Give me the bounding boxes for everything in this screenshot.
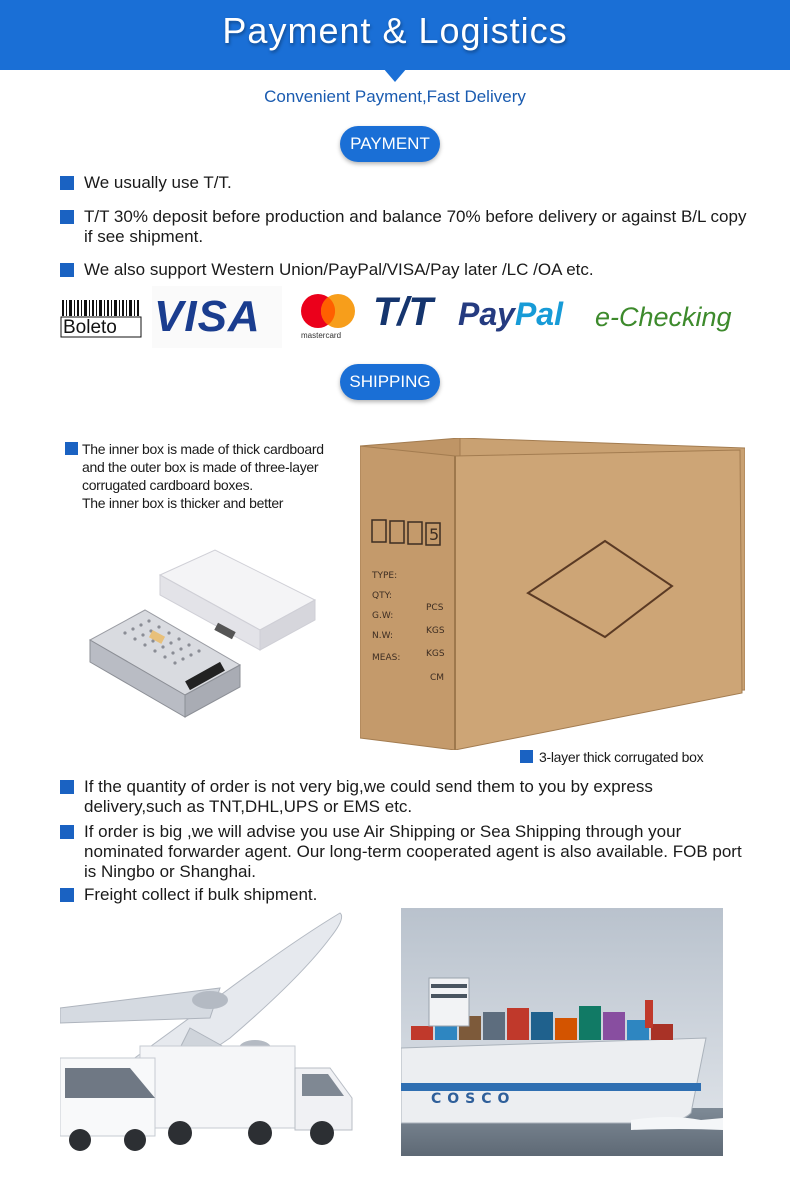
bullet-square-icon	[60, 888, 74, 902]
payment-bullet-2: T/T 30% deposit before production and balance 70% before delivery or against B/L copy if see shipment.	[60, 207, 750, 247]
banner-pointer	[383, 68, 407, 82]
power-supply-inner-box-image	[85, 545, 325, 725]
stack-limit-mark: 5	[429, 525, 440, 544]
paypal-logo	[458, 296, 578, 340]
boleto-logo	[60, 298, 142, 338]
box-cm-mark: CM	[430, 673, 445, 683]
box-pcs-mark: PCS	[426, 603, 444, 613]
box-kgs-mark: KGS	[426, 626, 445, 636]
bullet-square-icon	[65, 442, 78, 455]
echecking-text: e-Checking	[595, 302, 732, 332]
shipping-section-label: SHIPPING	[340, 364, 440, 400]
mastercard-text: mastercard	[301, 331, 342, 340]
box-type-mark: TYPE:	[372, 571, 398, 581]
box-nw-mark: N.W:	[372, 631, 393, 641]
box-caption: 3-layer thick corrugated box	[520, 748, 720, 766]
payment-bullet-1: We usually use T/T.	[60, 173, 740, 193]
paypal-wordmark: PayPal	[458, 296, 563, 332]
shipping-bullet-1: If the quantity of order is not very big,we could send them to you by express delivery,such as TNT,DHL,UPS or EMS etc.	[60, 777, 750, 817]
inner-box-note: The inner box is made of thick cardboard and the outer box is made of three-layer corrugated cardboard boxes. The inner box is thicker and better	[65, 440, 355, 512]
airplane-truck-image	[60, 908, 356, 1154]
page-subtitle: Convenient Payment,Fast Delivery	[264, 87, 526, 106]
container-ship-image	[401, 908, 723, 1156]
box-gw-mark: G.W:	[372, 611, 394, 621]
bullet-square-icon	[60, 825, 74, 839]
visa-text: VISA	[154, 292, 261, 341]
mastercard-circles-icon	[295, 292, 361, 330]
bullet-square-icon	[520, 750, 533, 763]
ship-hull-text: COSCO	[431, 1091, 516, 1107]
box-qty-mark: QTY:	[372, 591, 392, 601]
payment-section-label: PAYMENT	[340, 126, 440, 162]
bullet-square-icon	[60, 780, 74, 794]
box-meas-mark: MEAS:	[372, 653, 401, 663]
shipping-bullet-3: Freight collect if bulk shipment.	[60, 885, 750, 905]
page-title: Payment & Logistics	[222, 10, 568, 51]
bullet-square-icon	[60, 176, 74, 190]
tt-logo	[373, 290, 449, 340]
tt-text: T/T	[373, 290, 433, 334]
bullet-square-icon	[60, 263, 74, 277]
boleto-text: Boleto	[63, 317, 117, 338]
mastercard-logo	[295, 292, 361, 344]
bullet-square-icon	[60, 210, 74, 224]
shipping-bullet-2: If order is big ,we will advise you use Air Shipping or Sea Shipping through your nominated forwarder agent. Our long-term cooperated agent is also available. FOB port is Ningbo or Shanghai.	[60, 822, 750, 882]
echecking-logo	[595, 302, 740, 338]
payment-bullet-3: We also support Western Union/PayPal/VISA/Pay later /LC /OA etc.	[60, 260, 750, 280]
payment-logos	[55, 288, 745, 348]
visa-logo	[152, 286, 282, 348]
corrugated-box-image	[360, 438, 745, 750]
box-kgs-mark: KGS	[426, 649, 445, 659]
